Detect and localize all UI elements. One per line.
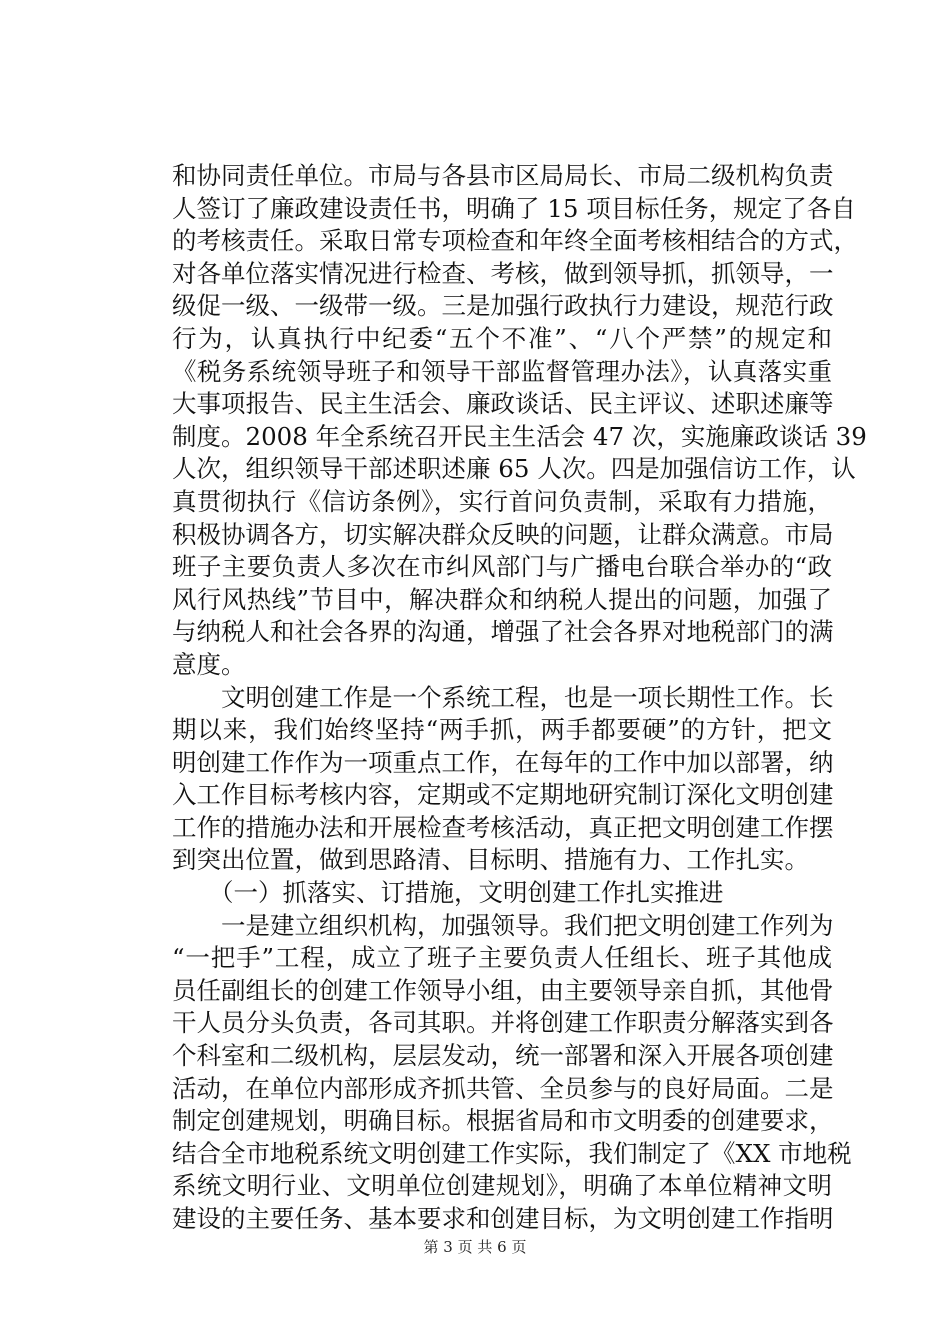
text-line: 制定创建规划，明确目标。根据省局和市文明委的创建要求， <box>172 1106 834 1136</box>
text-line: 建设的主要任务、基本要求和创建目标，为文明创建工作指明 <box>172 1204 834 1233</box>
text-line: 活动，在单位内部形成齐抓共管、全员参与的良好局面。二是 <box>172 1073 834 1103</box>
text-line: 到突出位置，做到思路清、目标明、措施有力、工作扎实。 <box>172 845 809 875</box>
text-line: 明创建工作作为一项重点工作，在每年的工作中加以部署，纳 <box>172 747 834 777</box>
text-line: 与纳税人和社会各界的沟通，增强了社会各界对地税部门的满 <box>172 617 834 647</box>
text-line: 级促一级、一级带一级。三是加强行政执行力建设，规范行政 <box>172 291 834 321</box>
text-line: 《税务系统领导班子和领导干部监督管理办法》，认真落实重 <box>172 356 832 386</box>
text-line: 对各单位落实情况进行检查、考核，做到领导抓，抓领导，一 <box>172 258 834 288</box>
text-line: 系统文明行业、文明单位创建规划》，明确了本单位精神文明 <box>172 1171 832 1201</box>
text-line: 积极协调各方，切实解决群众反映的问题，让群众满意。市局 <box>172 519 834 549</box>
text-line: 结合全市地税系统文明创建工作实际，我们制定了《XX 市地税 <box>172 1138 852 1168</box>
text-line: “一把手”工程，成立了班子主要负责人任组长、班子其他成 <box>172 943 832 973</box>
text-line: 风行风热线”节目中，解决群众和纳税人提出的问题，加强了 <box>172 584 832 614</box>
text-line: （一）抓落实、订措施，文明创建工作扎实推进 <box>209 878 724 908</box>
text-line: 班子主要负责人多次在市纠风部门与广播电台联合举办的“政 <box>172 552 832 582</box>
text-line: 个科室和二级机构，层层发动，统一部署和深入开展各项创建 <box>172 1041 834 1071</box>
body-text <box>172 160 867 1236</box>
text-line: 人签订了廉政建设责任书，明确了 15 项目标任务，规定了各自 <box>172 193 856 223</box>
text-line: 意度。 <box>172 649 246 679</box>
page-footer: 第 3 页 共 6 页 <box>423 1238 527 1256</box>
text-line: 一是建立组织机构，加强领导。我们把文明创建工作列为 <box>221 910 834 940</box>
text-line: 和协同责任单位。市局与各县市区局局长、市局二级机构负责 <box>172 161 834 190</box>
text-line: 的考核责任。采取日常专项检查和年终全面考核相结合的方式， <box>172 226 858 256</box>
text-line: 文明创建工作是一个系统工程，也是一项长期性工作。长 <box>221 682 834 712</box>
text-line: 制度。2008 年全系统召开民主生活会 47 次，实施廉政谈话 39 <box>172 421 867 451</box>
text-line: 真贯彻执行《信访条例》，实行首问负责制，采取有力措施， <box>172 486 832 516</box>
text-line: 大事项报告、民主生活会、廉政谈话、民主评议、述职述廉等 <box>172 389 834 419</box>
text-line: 工作的措施办法和开展检查考核活动，真正把文明创建工作摆 <box>172 812 834 842</box>
text-line: 入工作目标考核内容，定期或不定期地研究制订深化文明创建 <box>172 780 834 810</box>
text-line: 行为，认真执行中纪委“五个不准”、“八个严禁”的规定和 <box>172 323 832 353</box>
text-line: 干人员分头负责，各司其职。并将创建工作职责分解落实到各 <box>172 1008 834 1038</box>
text-line: 人次，组织领导干部述职述廉 65 人次。四是加强信访工作，认 <box>172 454 856 484</box>
text-line: 员任副组长的创建工作领导小组，由主要领导亲自抓，其他骨 <box>172 975 834 1005</box>
text-line: 期以来，我们始终坚持“两手抓，两手都要硬”的方针，把文 <box>172 715 832 745</box>
